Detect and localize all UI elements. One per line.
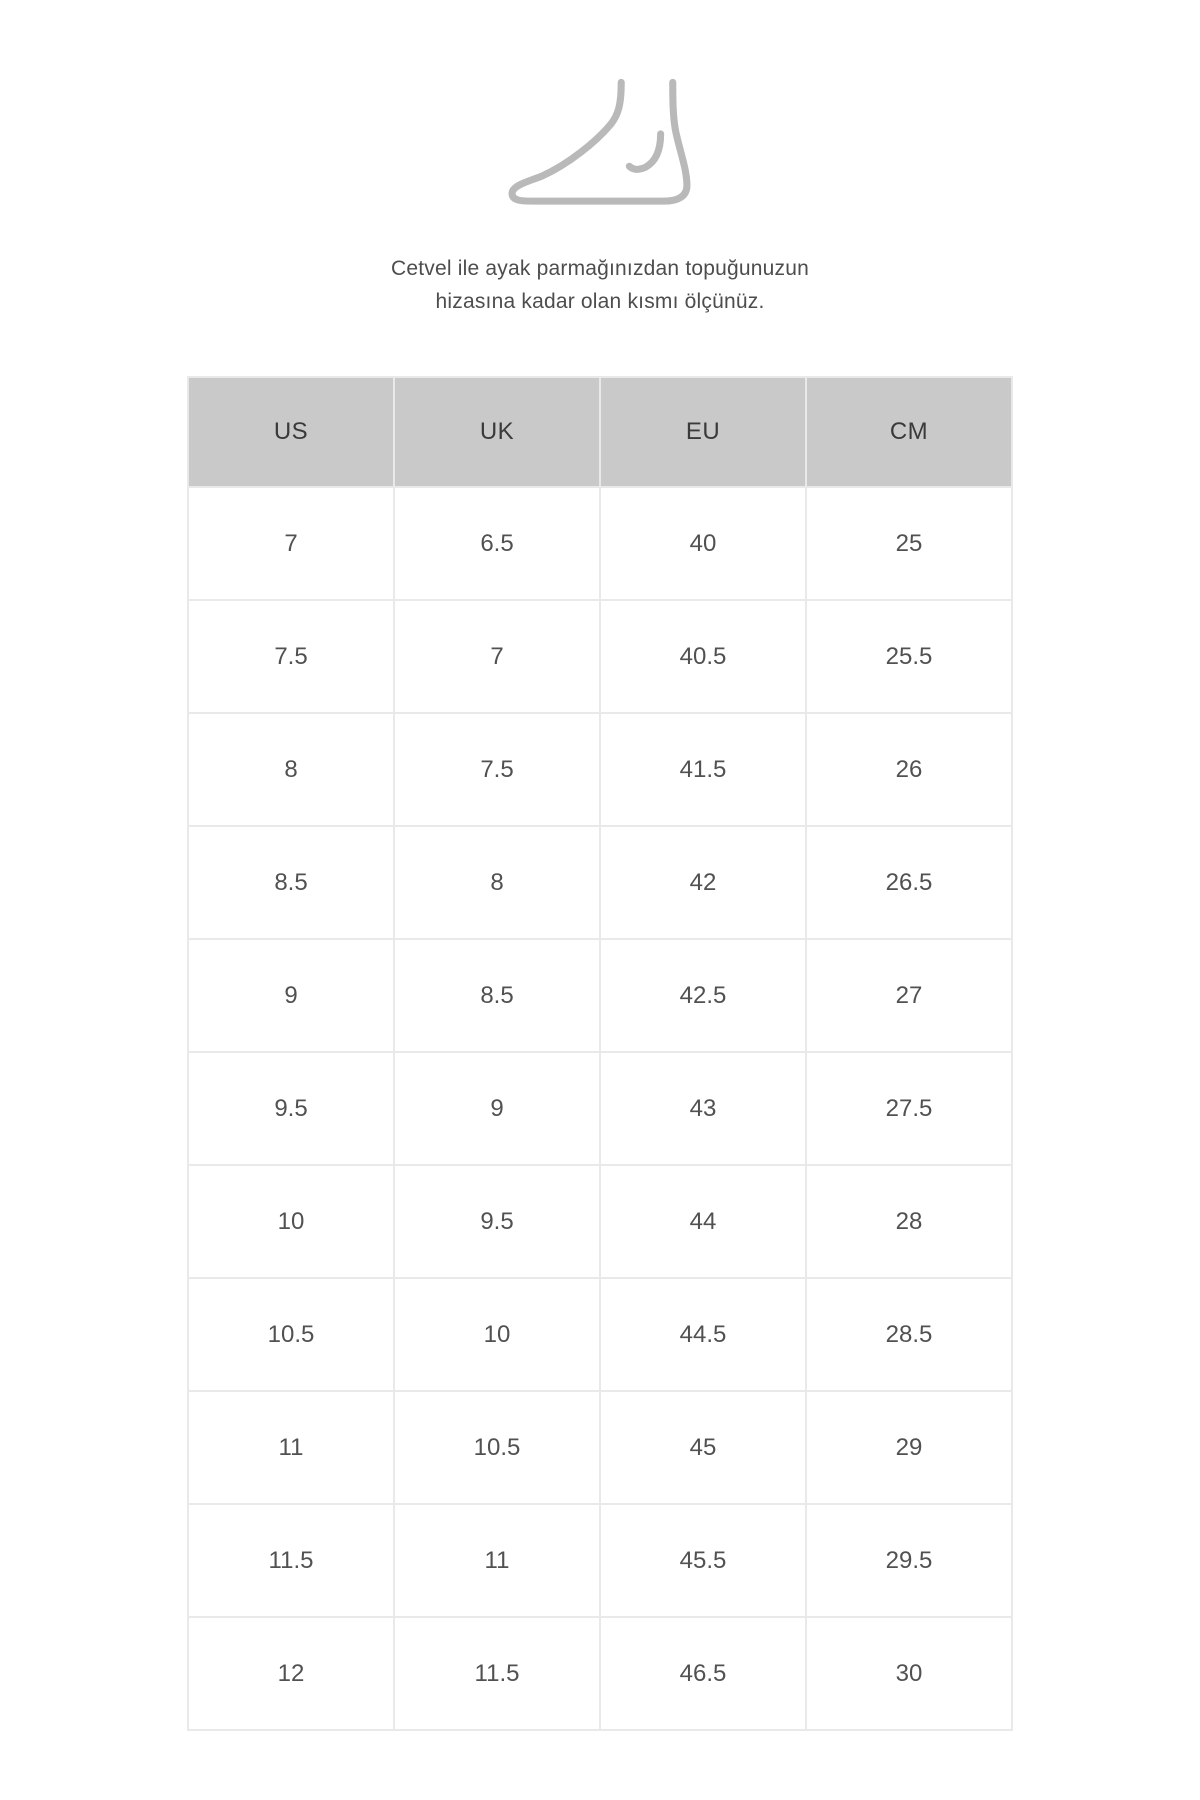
size-cell: 10 — [188, 1165, 394, 1278]
size-column-header-us: US — [188, 377, 394, 487]
size-cell: 8 — [394, 826, 600, 939]
size-cell: 9.5 — [188, 1052, 394, 1165]
size-cell: 11 — [188, 1391, 394, 1504]
size-table-row — [188, 1165, 1012, 1278]
size-cell: 9 — [188, 939, 394, 1052]
size-cell: 42.5 — [600, 939, 806, 1052]
size-cell: 11 — [394, 1504, 600, 1617]
size-cell: 9.5 — [394, 1165, 600, 1278]
size-cell: 12 — [188, 1617, 394, 1730]
size-cell: 8.5 — [394, 939, 600, 1052]
size-cell: 11.5 — [188, 1504, 394, 1617]
instruction-line-2: hizasına kadar olan kısmı ölçünüz. — [435, 290, 765, 313]
size-cell: 45.5 — [600, 1504, 806, 1617]
size-cell: 29 — [806, 1391, 1012, 1504]
size-table-row — [188, 1278, 1012, 1391]
size-cell: 28.5 — [806, 1278, 1012, 1391]
size-cell: 27.5 — [806, 1052, 1012, 1165]
shoe-size-conversion-table — [187, 376, 1013, 1731]
size-cell: 8.5 — [188, 826, 394, 939]
size-table-row — [188, 1391, 1012, 1504]
size-cell: 6.5 — [394, 487, 600, 600]
foot-icon — [504, 76, 696, 208]
size-cell: 26 — [806, 713, 1012, 826]
size-cell: 9 — [394, 1052, 600, 1165]
size-table-row — [188, 1504, 1012, 1617]
size-cell: 30 — [806, 1617, 1012, 1730]
size-table-row — [188, 600, 1012, 713]
size-cell: 41.5 — [600, 713, 806, 826]
size-table-header-row — [188, 377, 1012, 487]
size-cell: 10.5 — [394, 1391, 600, 1504]
size-cell: 42 — [600, 826, 806, 939]
size-cell: 28 — [806, 1165, 1012, 1278]
size-column-header-cm: CM — [806, 377, 1012, 487]
size-cell: 25 — [806, 487, 1012, 600]
size-cell: 44.5 — [600, 1278, 806, 1391]
size-column-header-uk: UK — [394, 377, 600, 487]
size-cell: 40 — [600, 487, 806, 600]
size-table-row — [188, 826, 1012, 939]
measurement-instructions — [0, 252, 1200, 318]
size-cell: 25.5 — [806, 600, 1012, 713]
size-cell: 43 — [600, 1052, 806, 1165]
size-cell: 11.5 — [394, 1617, 600, 1730]
size-table-row — [188, 1617, 1012, 1730]
size-cell: 46.5 — [600, 1617, 806, 1730]
size-cell: 26.5 — [806, 826, 1012, 939]
size-cell: 10.5 — [188, 1278, 394, 1391]
size-cell: 8 — [188, 713, 394, 826]
size-cell: 45 — [600, 1391, 806, 1504]
size-cell: 44 — [600, 1165, 806, 1278]
size-cell: 27 — [806, 939, 1012, 1052]
size-cell: 7.5 — [188, 600, 394, 713]
size-cell: 10 — [394, 1278, 600, 1391]
foot-icon-container — [0, 76, 1200, 208]
size-table-header — [188, 377, 1012, 487]
instruction-line-1: Cetvel ile ayak parmağınızdan topuğunuzun — [391, 257, 809, 280]
size-cell: 7 — [188, 487, 394, 600]
size-table-body — [188, 487, 1012, 1730]
size-table-container — [0, 376, 1200, 1731]
size-table-row — [188, 1052, 1012, 1165]
size-table-row — [188, 487, 1012, 600]
size-cell: 29.5 — [806, 1504, 1012, 1617]
size-column-header-eu: EU — [600, 377, 806, 487]
size-table-row — [188, 713, 1012, 826]
size-cell: 7 — [394, 600, 600, 713]
size-cell: 40.5 — [600, 600, 806, 713]
size-cell: 7.5 — [394, 713, 600, 826]
size-table-row — [188, 939, 1012, 1052]
